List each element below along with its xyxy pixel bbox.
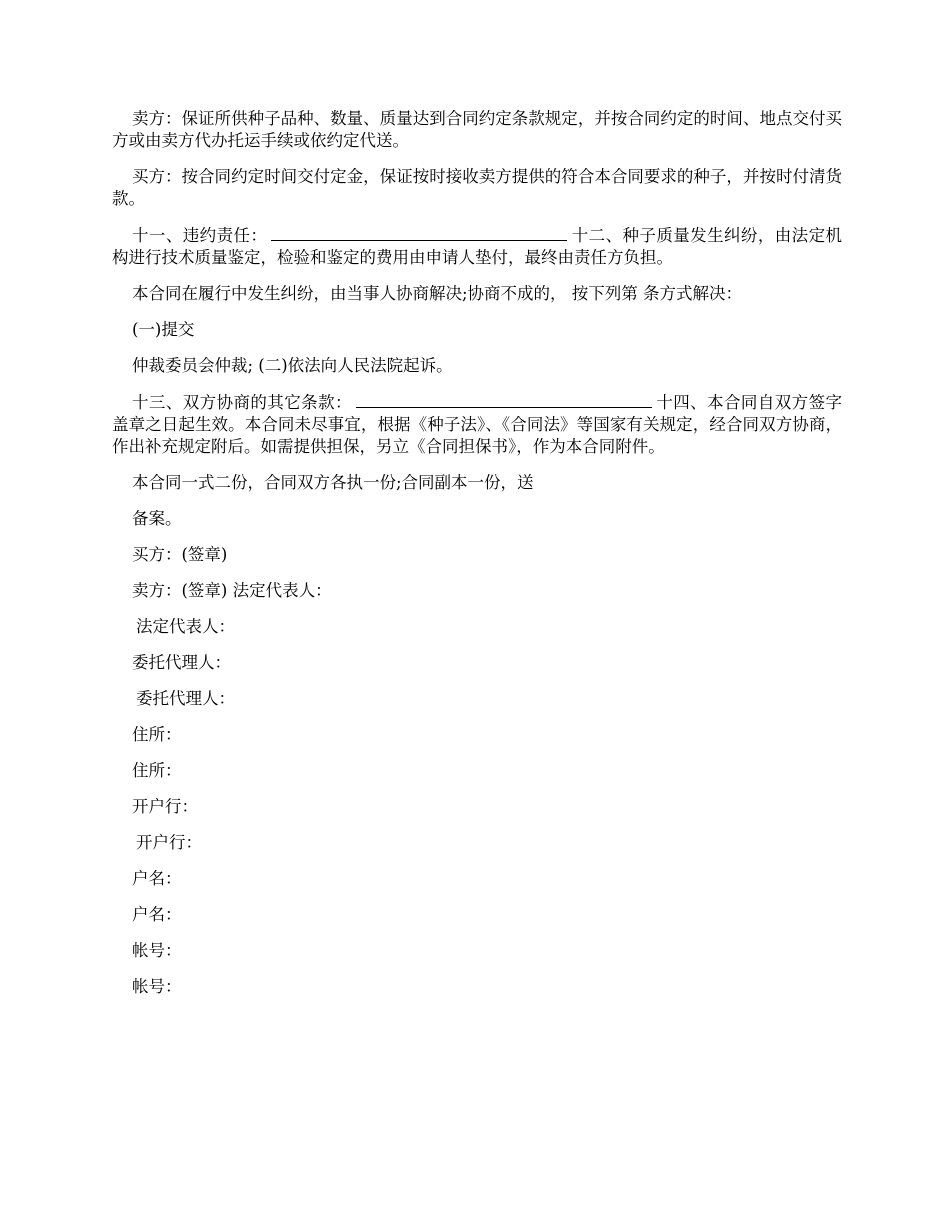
address-field-2: 住所：	[132, 761, 182, 780]
other-terms-paragraph	[112, 391, 842, 458]
other-terms-blank	[356, 391, 652, 408]
seller-obligation-paragraph: 卖方：保证所供种子品种、数量、质量达到合同约定条款规定，并按合同约定的时间、地点交付买方或由卖方代办托运手续或依约定代送。	[112, 109, 842, 150]
arbitration-submit-line: (一)提交	[132, 320, 195, 339]
address-field-1: 住所：	[132, 725, 182, 744]
agent-field-2: 委托代理人：	[136, 689, 235, 708]
account-number-field-1: 帐号：	[132, 941, 182, 960]
copies-paragraph: 本合同一式二份，合同双方各执一份;合同副本一份，送	[132, 473, 534, 492]
seller-signature-field: 卖方：(签章) 法定代表人：	[132, 581, 332, 600]
effectiveness-text: 十四、本合同自双方签字盖章之日起生效。本合同未尽事宜，根据《种子法》、《合同法》等国家有关规定，经合同双方协商，作出补充规定附后。如需提供担保，另立《合同担保书》，作为本合同附件。	[112, 393, 843, 456]
contract-page	[112, 108, 842, 1012]
account-name-field-2: 户名：	[132, 905, 182, 924]
account-number-field-2: 帐号：	[132, 977, 182, 996]
quality-dispute-text: 十二、种子质量发生纠纷，由法定机构进行技术质量鉴定，检验和鉴定的费用由申请人垫付，最终由责任方负担。	[112, 226, 843, 267]
bank-field-1: 开户行：	[132, 797, 198, 816]
other-terms-label: 十三、双方协商的其它条款：	[132, 393, 352, 412]
breach-liability-paragraph	[112, 224, 842, 269]
breach-liability-blank	[271, 224, 567, 241]
account-name-field-1: 户名：	[132, 869, 182, 888]
buyer-obligation-paragraph: 买方：按合同约定时间交付定金，保证按时接收卖方提供的符合本合同要求的种子，并按时付清货款。	[112, 167, 842, 208]
filing-line: 备案。	[132, 509, 182, 528]
buyer-signature-field: 买方：(签章)	[132, 545, 228, 564]
legal-representative-field: 法定代表人：	[136, 617, 235, 636]
bank-field-2: 开户行：	[136, 833, 202, 852]
breach-liability-label: 十一、违约责任：	[132, 226, 268, 245]
dispute-resolution-paragraph: 本合同在履行中发生纠纷，由当事人协商解决;协商不成的， 按下列第 条方式解决：	[132, 284, 743, 303]
agent-field-1: 委托代理人：	[132, 653, 231, 672]
arbitration-court-line: 仲裁委员会仲裁; (二)依法向人民法院起诉。	[132, 356, 453, 375]
